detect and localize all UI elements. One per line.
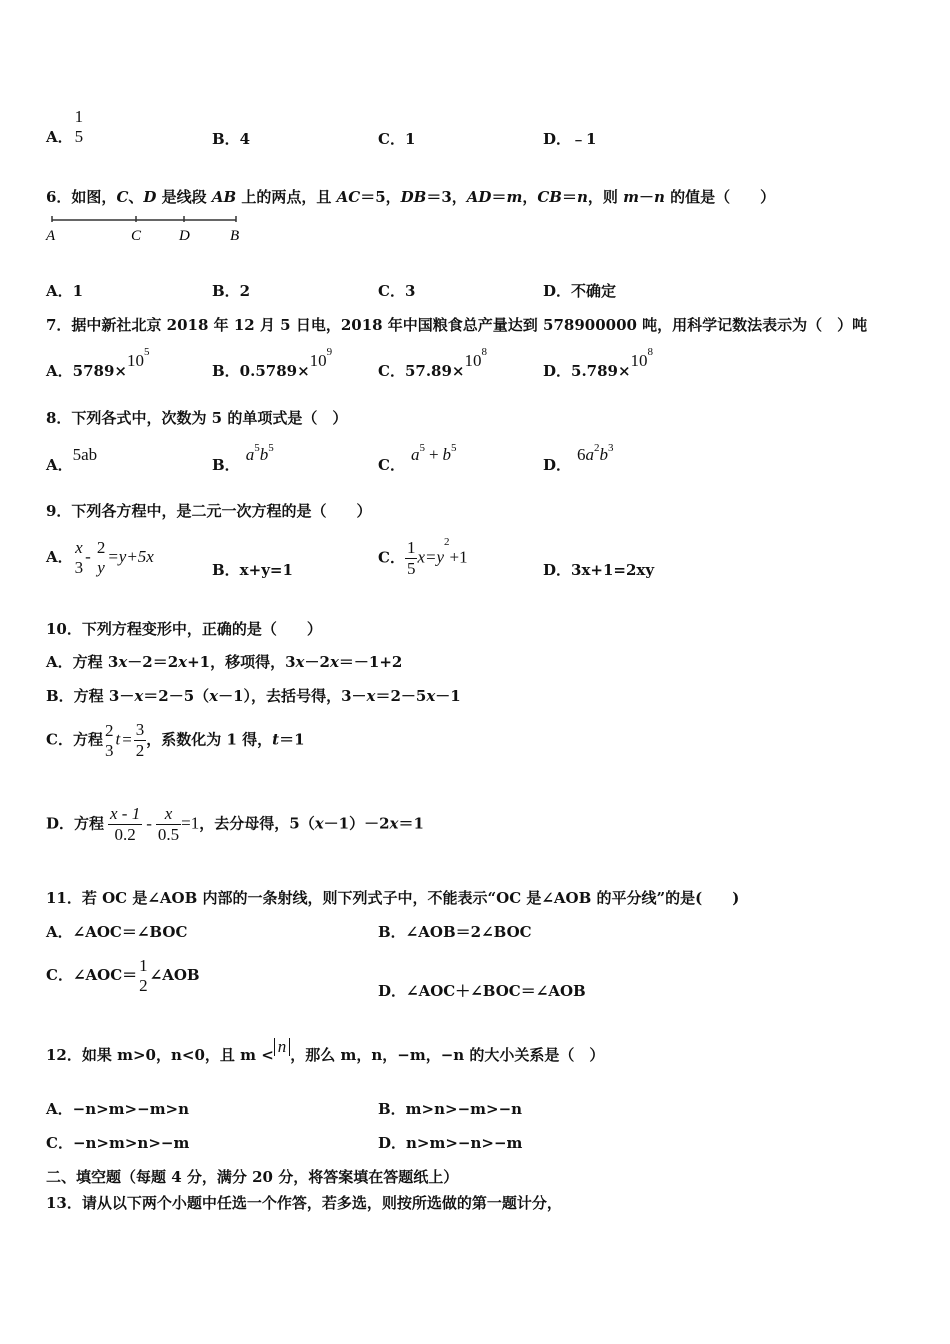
q9-option-a: A． x 3 - 2 y =y+5x — [46, 538, 154, 577]
q5-option-c: C．1 — [378, 130, 416, 148]
q7-option-c: C．$57.89\times 10^8$ — [378, 346, 487, 380]
q10-option-a: A．方程 3x－2＝2x+1，移项得，3x－2x＝－1+2 — [46, 653, 403, 671]
q9-stem: 9．下列各方程中，是二元一次方程的是（ ） — [46, 502, 372, 520]
q12-option-b: B．m>n>−m>−n — [378, 1100, 523, 1118]
point-label-b: B — [230, 228, 240, 244]
q8-option-a: A．5ab — [46, 445, 98, 474]
q6-segment-figure — [44, 212, 244, 244]
q5-option-b: B．4 — [212, 130, 251, 148]
section-2-heading: 二、填空题（每题 4 分，满分 20 分，将答案填在答题纸上） — [46, 1168, 459, 1186]
q5-option-a: A． 1 5 — [46, 107, 84, 146]
q12-option-a: A．−n>m>−m>n — [46, 1100, 190, 1118]
abs-value-n: n — [274, 1038, 291, 1056]
q12-option-c: C．−n>m>n>−m — [46, 1134, 190, 1152]
q10-stem: 10．下列方程变形中，正确的是（ ） — [46, 620, 322, 638]
q12-option-d: D．n>m>−n>−m — [378, 1134, 523, 1152]
q6-option-d: D．不确定 — [543, 282, 617, 300]
point-label-a: A — [46, 228, 56, 244]
q6-stem: 6．如图，C、D 是线段 AB 上的两点，且 AC＝5，DB＝3，AD＝m，CB＝n，则 m－n 的值是（ ） — [46, 188, 776, 206]
q11-option-c: C．∠AOC＝ 1 2 ∠AOB — [46, 956, 200, 995]
q6-option-c: C．3 — [378, 282, 416, 300]
q13-stem: 13．请从以下两个小题中任选一个作答，若多选，则按所选做的第一题计分， — [46, 1194, 562, 1212]
q9-option-b: B．x+y=1 — [212, 561, 293, 579]
q8-stem: 8．下列各式中，次数为 5 的单项式是（ ） — [46, 409, 348, 427]
q7-option-a: A．$5789\times 10^5$ — [46, 346, 150, 380]
q9-option-d: D．3x+1=2xy — [543, 561, 655, 579]
q10-option-d: D．方程 $\frac{x - 1}{0.2}$ - $\frac{x}{0.5}$ =1，去分母得，5（x－1）－2x＝1 — [46, 804, 424, 844]
q8-option-d: D．$6a^2b^3$ — [543, 442, 614, 474]
q11-option-b: B．∠AOB＝2∠BOC — [378, 923, 532, 941]
q7-option-b: B．$0.5789\times 10^9$ — [212, 346, 333, 380]
point-label-c: C — [131, 228, 142, 244]
q9-option-c: C． $\frac{1}{5}$ $x=y^2+1$ — [378, 536, 468, 578]
q5-option-d: D．﹣1 — [543, 130, 597, 148]
q12-stem: 12．如果 m>0，n<0，且 m < n ，那么 m，n，−m，−n 的大小关系是（ ） — [46, 1037, 605, 1064]
q11-option-a: A．∠AOC＝∠BOC — [46, 923, 188, 941]
q11-stem: 11．若 OC 是∠AOB 内部的一条射线，则下列式子中，不能表示“OC 是∠AOB 的平分线”的是( ) — [46, 889, 740, 907]
q7-stem: 7．据中新社北京 2018 年 12 月 5 日电，2018 年中国粮食总产量达到 578900000 吨，用科学记数法表示为（ ）吨 — [46, 316, 868, 334]
q6-option-a: A．1 — [46, 282, 84, 300]
q8-option-b: B．$a^5b^5$ — [212, 442, 274, 474]
q10-option-b: B．方程 3－x＝2－5（x－1），去括号得，3－x＝2－5x－1 — [46, 687, 461, 705]
q6-option-b: B．2 — [212, 282, 251, 300]
q5-a-fraction: 1 5 — [74, 107, 84, 146]
q7-option-d: D．$5.789\times 10^8$ — [543, 346, 654, 380]
q11-option-d: D．∠AOC＋∠BOC＝∠AOB — [378, 982, 586, 1000]
q10-option-c: C．方程 2 3 t = $\frac{3}{2}$ ，系数化为 1 得，t＝1 — [46, 720, 305, 760]
point-label-d: D — [179, 228, 190, 244]
q8-option-c: C．$a^5 + b^5$ — [378, 442, 457, 474]
